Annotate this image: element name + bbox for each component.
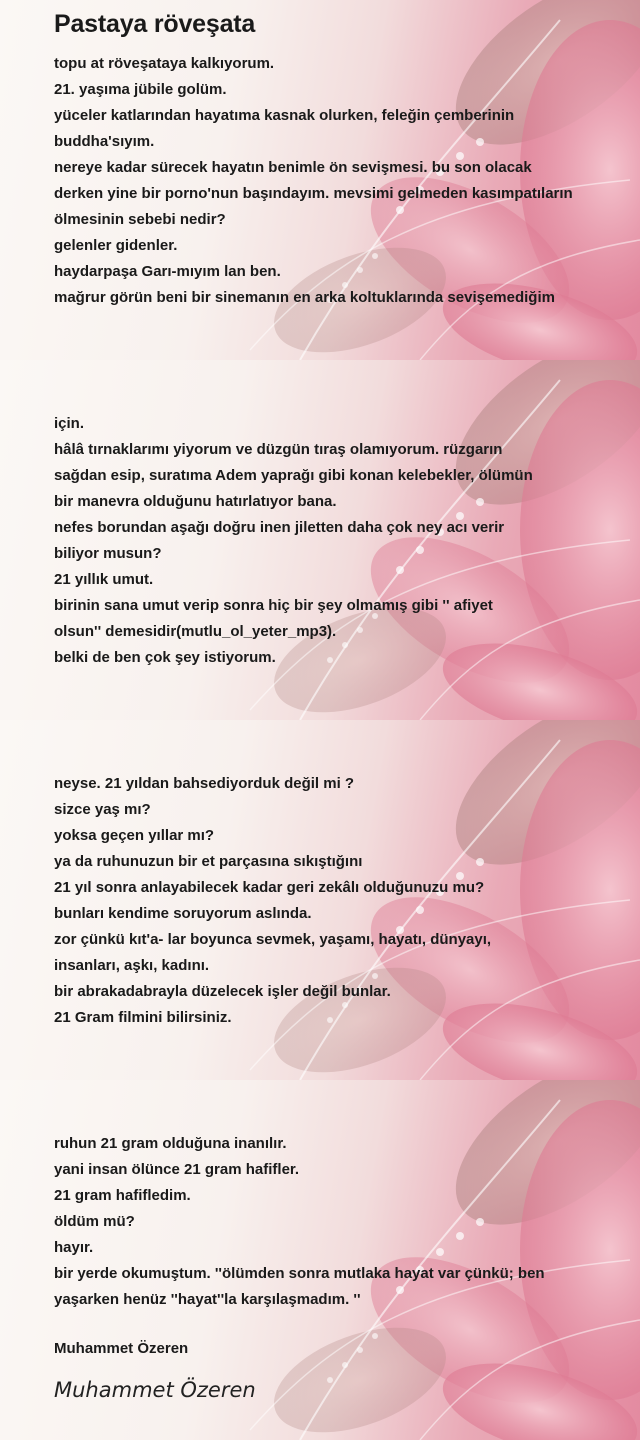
poem-line: derken yine bir porno'nun başındayım. mevsimi gelmeden kasımpatıların bbox=[54, 185, 573, 202]
poem-line: olsun'' demesidir(mutlu_ol_yeter_mp3). bbox=[54, 623, 337, 640]
poem-line: yoksa geçen yıllar mı? bbox=[54, 827, 215, 844]
poem-line: 21 Gram filmini bilirsiniz. bbox=[54, 1009, 232, 1026]
poem-line: için. bbox=[54, 415, 85, 432]
author-name: Muhammet Özeren bbox=[54, 1340, 189, 1357]
poem-line: yaşarken henüz ''hayat''la karşılaşmadım. '' bbox=[54, 1291, 361, 1308]
poem-line: nereye kadar sürecek hayatın benimle ön sevişmesi. bu son olacak bbox=[54, 159, 532, 176]
author-signature: Muhammet Özeren bbox=[54, 1378, 256, 1402]
poem-title: Pastaya röveşata bbox=[54, 10, 256, 38]
poem-line: gelenler gidenler. bbox=[54, 237, 178, 254]
poem-line: yüceler katlarından hayatıma kasnak olurken, feleğin çemberinin bbox=[54, 107, 515, 124]
poem-line: hâlâ tırnaklarımı yiyorum ve düzgün tıraş olamıyorum. rüzgarın bbox=[54, 441, 503, 458]
poem-line: haydarpaşa Garı-mıyım lan ben. bbox=[54, 263, 281, 280]
stanza-2 bbox=[54, 411, 626, 671]
stanza-1 bbox=[54, 51, 626, 311]
poem-line: 21 yıl sonra anlayabilecek kadar geri zekâlı olduğunuzu mu? bbox=[54, 879, 485, 896]
stanza-3 bbox=[54, 771, 626, 1031]
poem-line: sağdan esip, suratıma Adem yaprağı gibi konan kelebekler, ölümün bbox=[54, 467, 533, 484]
poem-line: ya da ruhunuzun bir et parçasına sıkıştığını bbox=[54, 853, 363, 870]
poem-line: yani insan ölünce 21 gram hafifler. bbox=[54, 1161, 300, 1178]
poem-line: belki de ben çok şey istiyorum. bbox=[54, 649, 276, 666]
poem-line: insanları, aşkı, kadını. bbox=[54, 957, 210, 974]
poem-line: bir manevra olduğunu hatırlatıyor bana. bbox=[54, 493, 337, 510]
poem-line: 21. yaşıma jübile golüm. bbox=[54, 81, 227, 98]
poem-line: birinin sana umut verip sonra hiç bir şey olmamış gibi '' afiyet bbox=[54, 597, 493, 614]
poem-line: bunları kendime soruyorum aslında. bbox=[54, 905, 312, 922]
poem-line: ruhun 21 gram olduğuna inanılır. bbox=[54, 1135, 287, 1152]
poem-line: topu at röveşataya kalkıyorum. bbox=[54, 55, 275, 72]
poem-line: ölmesinin sebebi nedir? bbox=[54, 211, 226, 228]
poem-line: neyse. 21 yıldan bahsediyorduk değil mi ? bbox=[54, 775, 355, 792]
poem-line: 21 gram hafifledim. bbox=[54, 1187, 191, 1204]
poem-line: buddha'sıyım. bbox=[54, 133, 155, 150]
poem-line: bir yerde okumuştum. ''ölümden sonra mutlaka hayat var çünkü; ben bbox=[54, 1265, 545, 1282]
poem-line: hayır. bbox=[54, 1239, 94, 1256]
poem-line: 21 yıllık umut. bbox=[54, 571, 154, 588]
poem-line: bir abrakadabrayla düzelecek işler değil bunlar. bbox=[54, 983, 391, 1000]
poem-line: zor çünkü kıt'a- lar boyunca sevmek, yaşamı, hayatı, dünyayı, bbox=[54, 931, 492, 948]
poem-line: öldüm mü? bbox=[54, 1213, 135, 1230]
stanza-4 bbox=[54, 1131, 626, 1313]
poem-line: biliyor musun? bbox=[54, 545, 162, 562]
poem-line: mağrur görün beni bir sinemanın en arka koltuklarında sevişemediğim bbox=[54, 289, 555, 306]
poem-line: nefes borundan aşağı doğru inen jiletten daha çok ney acı verir bbox=[54, 519, 505, 536]
poem-line: sizce yaş mı? bbox=[54, 801, 151, 818]
